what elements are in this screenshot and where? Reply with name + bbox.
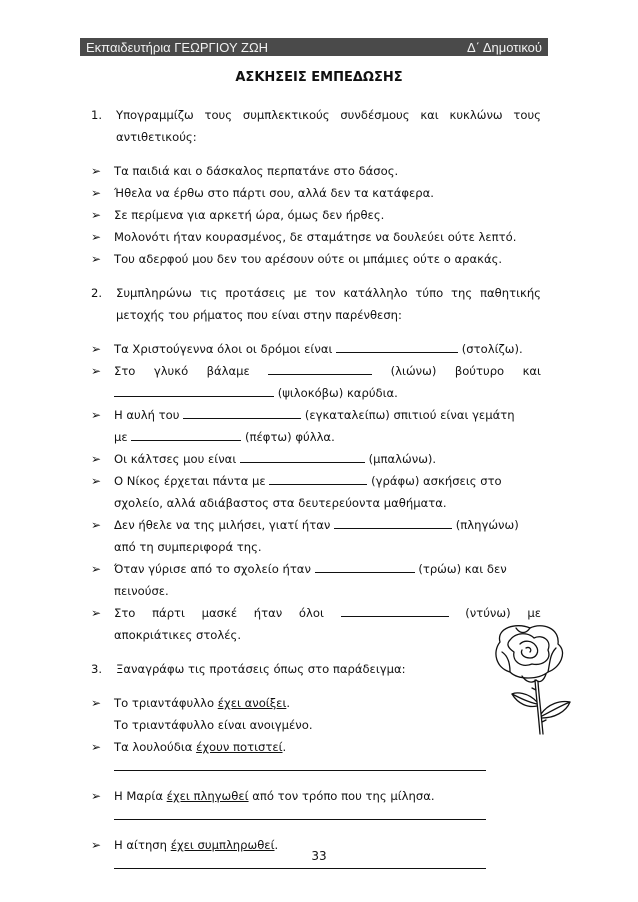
list-item [91,226,541,248]
arrow-bullet-icon: ➢ [91,408,102,422]
sentence-part: σχολείο, αλλά αδιάβαστος στα δευτερεύοντα μαθήματα. [114,496,447,510]
list-item [91,160,541,182]
list-item [91,338,541,360]
blank-line[interactable] [315,558,415,573]
answer-text: Το τριαντάφυλλο είναι ανοιγμένο. [114,718,313,732]
list-item [91,404,541,426]
underlined-verb: έχουν ποτιστεί [196,740,283,754]
arrow-bullet-icon: ➢ [91,474,102,488]
header-school: Εκπαιδευτήρια ΓΕΩΡΓΙΟΥ ΖΩΗ [86,39,269,55]
list-item-continued [91,382,541,404]
blank-line[interactable] [114,382,274,397]
list-item-continued [91,426,541,448]
verb-hint: (πληγώνω) [455,518,519,532]
sentence-part: Η αυλή του [114,408,180,422]
task-text: Ξαναγράφω τις προτάσεις όπως στο παράδειγμα: [116,662,406,676]
verb-hint: (ψιλοκόβω) καρύδια. [277,386,398,400]
list-item-continued [91,536,541,558]
verb-hint: (ντύνω) [465,606,511,620]
arrow-bullet-icon: ➢ [91,562,102,576]
word: βούτυρο [454,364,505,378]
arrow-bullet-icon: ➢ [91,364,102,378]
sentence-part: με [114,430,128,444]
list-item [91,360,541,382]
list-item [91,602,541,624]
word: μασκέ [201,606,238,620]
list-item: ➢ Τα λουλούδια έχουν ποτιστεί. [91,736,541,758]
arrow-bullet-icon: ➢ [91,606,102,620]
verb-hint: (εγκαταλείπω) σπιτιού είναι γεμάτη [304,408,515,422]
arrow-bullet-icon: ➢ [91,452,102,466]
arrow-bullet-icon: ➢ [91,208,102,222]
arrow-bullet-icon: ➢ [91,186,102,200]
answer-line[interactable] [114,807,486,820]
arrow-bullet-icon: ➢ [91,252,102,266]
word: Στο [114,606,136,620]
sentence: Του αδερφού μου δεν του αρέσουν ούτε οι μπάμιες ούτε ο αρακάς. [114,252,503,266]
list-item [91,182,541,204]
page-number: 33 [311,849,327,863]
list-item [91,514,541,536]
blank-line[interactable] [269,470,367,485]
list-item [91,204,541,226]
word: Στο [114,364,136,378]
blank-line[interactable] [336,338,458,353]
blank-line[interactable] [240,448,365,463]
word: όλοι [298,606,324,620]
arrow-bullet-icon: ➢ [91,838,102,852]
word: με [527,606,541,620]
list-item-continued [91,492,541,514]
blank-line[interactable] [131,426,241,441]
rose-illustration [486,622,592,736]
page-title: ΑΣΚΗΣΕΙΣ ΕΜΠΕΔΩΣΗΣ [235,70,403,85]
arrow-bullet-icon: ➢ [91,518,102,532]
word: γλυκό [153,364,189,378]
list-item: ➢ Η Μαρία έχει πληγωθεί από τον τρόπο που της μίλησα. [91,785,541,807]
blank-line[interactable] [341,602,449,617]
answer-line[interactable] [114,758,486,771]
task-number: 3. [91,662,103,676]
sentence-part: Ο Νίκος έρχεται πάντα με [114,474,266,488]
blank-line[interactable] [183,404,301,419]
sentence-part: πεινούσε. [114,584,169,598]
worksheet-content [91,104,541,883]
list-item-continued [91,580,541,602]
task-1-instruction [91,104,541,148]
arrow-bullet-icon: ➢ [91,342,102,356]
underlined-verb: έχει ανοίξει [217,696,287,710]
task-text: Υπογραμμίζω τους συμπλεκτικούς συνδέσμους και κυκλώνω τους αντιθετικούς: [116,108,541,144]
task-text: Συμπληρώνω τις προτάσεις με τον κατάλληλο τύπο της παθητικής μετοχής του ρήματος που είναι στην παρένθεση: [116,286,541,322]
word: βάλαμε [206,364,250,378]
header-grade: Δ΄ Δημοτικού [466,39,542,55]
underlined-verb: έχει πληγωθεί [166,789,249,803]
list-item-continued [91,624,541,646]
task-number: 1. [91,108,103,122]
verb-hint: (πέφτω) φύλλα. [245,430,335,444]
sentence-part: Όταν γύρισε από το σχολείο ήταν [114,562,311,576]
list-item [91,448,541,470]
word: πάρτι [152,606,185,620]
verb-hint: (μπαλώνω). [368,452,437,466]
example-answer [91,714,541,736]
verb-hint: (γράφω) ασκήσεις στο [371,474,502,488]
verb-hint: (στολίζω). [461,342,523,356]
list-item [91,248,541,270]
sentence-part: από τη συμπεριφορά της. [114,540,262,554]
blank-line[interactable] [334,514,452,529]
verb-hint: (λιώνω) [390,364,437,378]
arrow-bullet-icon: ➢ [91,740,102,754]
task-3-instruction [91,658,541,680]
sentence-part: Τα Χριστούγεννα όλοι οι δρόμοι είναι [114,342,333,356]
word: και [522,364,541,378]
example-item: ➢ Το τριαντάφυλλο έχει ανοίξει. [91,692,541,714]
underlined-verb: έχει συμπληρωθεί [170,838,275,852]
arrow-bullet-icon: ➢ [91,696,102,710]
sentence-part: αποκριάτικες στολές. [114,628,242,642]
arrow-bullet-icon: ➢ [91,164,102,178]
arrow-bullet-icon: ➢ [91,230,102,244]
task-2-instruction [91,282,541,326]
sentence: Μολονότι ήταν κουρασμένος, δε σταμάτησε να δουλεύει ούτε λεπτό. [114,230,517,244]
list-item [91,558,541,580]
sentence: Ήθελα να έρθω στο πάρτι σου, αλλά δεν τα κατάφερα. [114,186,434,200]
list-item [91,470,541,492]
arrow-bullet-icon: ➢ [91,789,102,803]
sentence: Τα παιδιά και ο δάσκαλος περπατάνε στο δάσος. [114,164,399,178]
list-item: ➢ Η αίτηση έχει συμπληρωθεί. [91,834,541,856]
sentence-part: Δεν ήθελε να της μιλήσει, γιατί ήταν [114,518,331,532]
sentence: Σε περίμενα για αρκετή ώρα, όμως δεν ήρθες. [114,208,385,222]
verb-hint: (τρώω) και δεν [418,562,507,576]
word: ήταν [253,606,283,620]
sentence-part: Οι κάλτσες μου είναι [114,452,237,466]
task-number: 2. [91,286,103,300]
page-header [80,38,548,56]
blank-line[interactable] [268,360,372,375]
